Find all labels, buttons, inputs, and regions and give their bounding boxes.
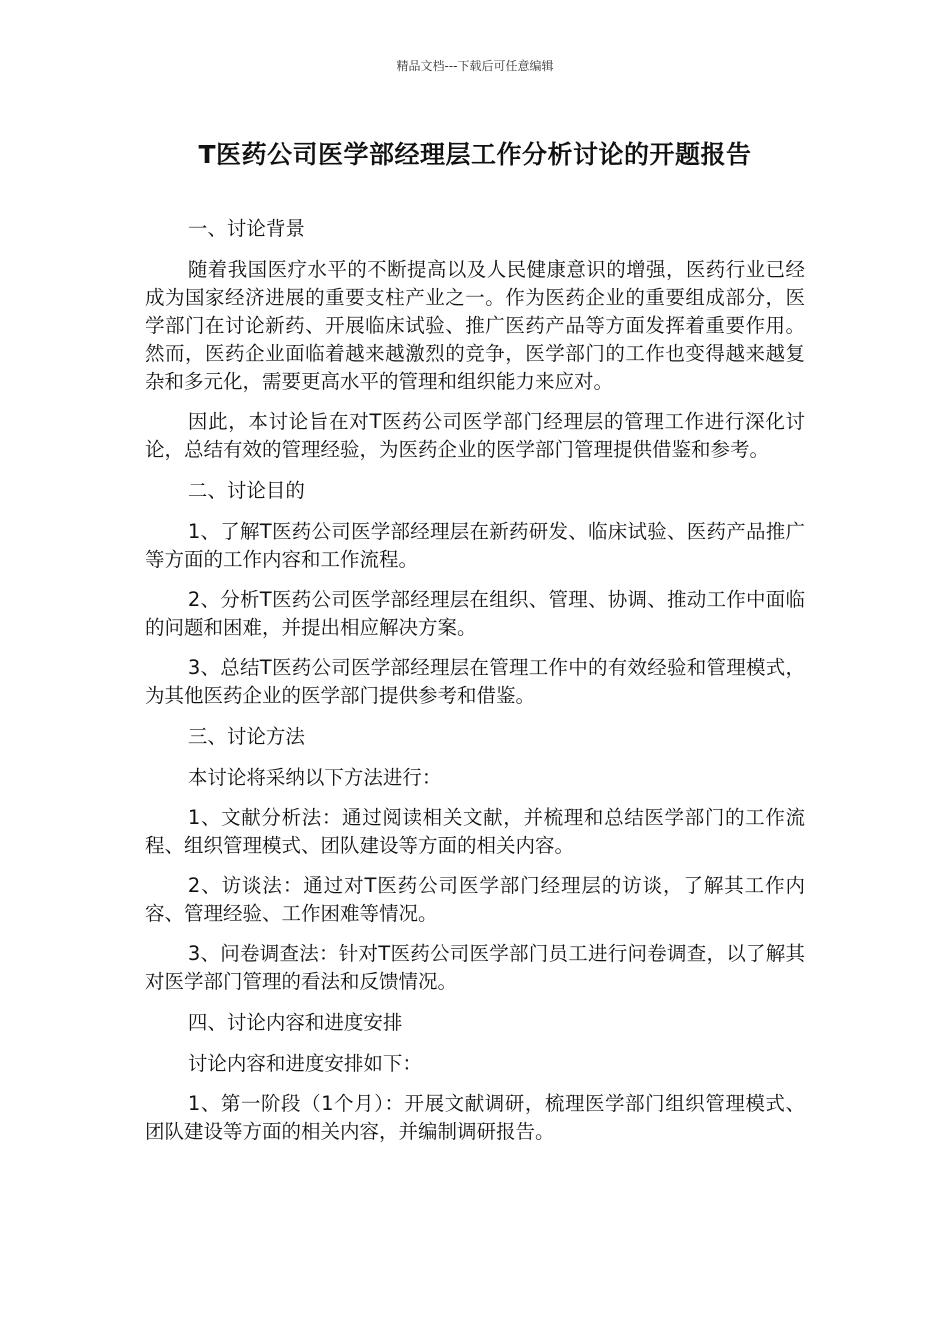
purpose-item-3: 3、总结T医药公司医学部经理层在管理工作中的有效经验和管理模式，为其他医药企业的医学部门提供参考和借鉴。 (145, 656, 805, 707)
methods-item-3: 3、问卷调查法：针对T医药公司医学部门员工进行问卷调查，以了解其对医学部门管理的看法和反馈情况。 (145, 942, 805, 993)
header-note: 精品文档---下载后可任意编辑 (396, 59, 554, 73)
document-title: T医药公司医学部经理层工作分析讨论的开题报告 (198, 140, 752, 169)
purpose-item-1: 1、了解T医药公司医学部经理层在新药研发、临床试验、医药产品推广等方面的工作内容和工作流程。 (145, 520, 805, 571)
purpose-item-2: 2、分析T医药公司医学部经理层在组织、管理、协调、推动工作中面临的问题和困难，并提出相应解决方案。 (145, 588, 805, 639)
section-heading-methods: 三、讨论方法 (187, 725, 305, 748)
methods-item-2: 2、访谈法：通过对T医药公司医学部门经理层的访谈，了解其工作内容、管理经验、工作困难等情况。 (145, 874, 805, 925)
paragraph-background-1: 随着我国医疗水平的不断提高以及人民健康意识的增强，医药行业已经成为国家经济进展的重要支柱产业之一。作为医药企业的重要组成部分，医学部门在讨论新药、开展临床试验、推广医药产品等方面发挥着重要作用。然而，医药企业面临着越来越激烈的竞争，医学部门的工作也变得越来越复杂和多元化，需要更高水平的管理和组织能力来应对。 (145, 258, 805, 393)
schedule-item-1: 1、第一阶段（1个月）：开展文献调研，梳理医学部门组织管理模式、团队建设等方面的相关内容，并编制调研报告。 (145, 1092, 805, 1143)
section-heading-purpose: 二、讨论目的 (187, 479, 305, 502)
paragraph-background-2: 因此，本讨论旨在对T医药公司医学部门经理层的管理工作进行深化讨论，总结有效的管理经验，为医药企业的医学部门管理提供借鉴和参考。 (145, 410, 805, 461)
section-heading-background: 一、讨论背景 (187, 217, 305, 240)
methods-intro: 本讨论将采纳以下方法进行： (187, 766, 442, 789)
schedule-intro: 讨论内容和进度安排如下： (187, 1052, 422, 1075)
document-body (145, 214, 805, 1158)
section-heading-schedule: 四、讨论内容和进度安排 (187, 1011, 403, 1034)
methods-item-1: 1、文献分析法：通过阅读相关文献，并梳理和总结医学部门的工作流程、组织管理模式、团队建设等方面的相关内容。 (145, 806, 805, 857)
